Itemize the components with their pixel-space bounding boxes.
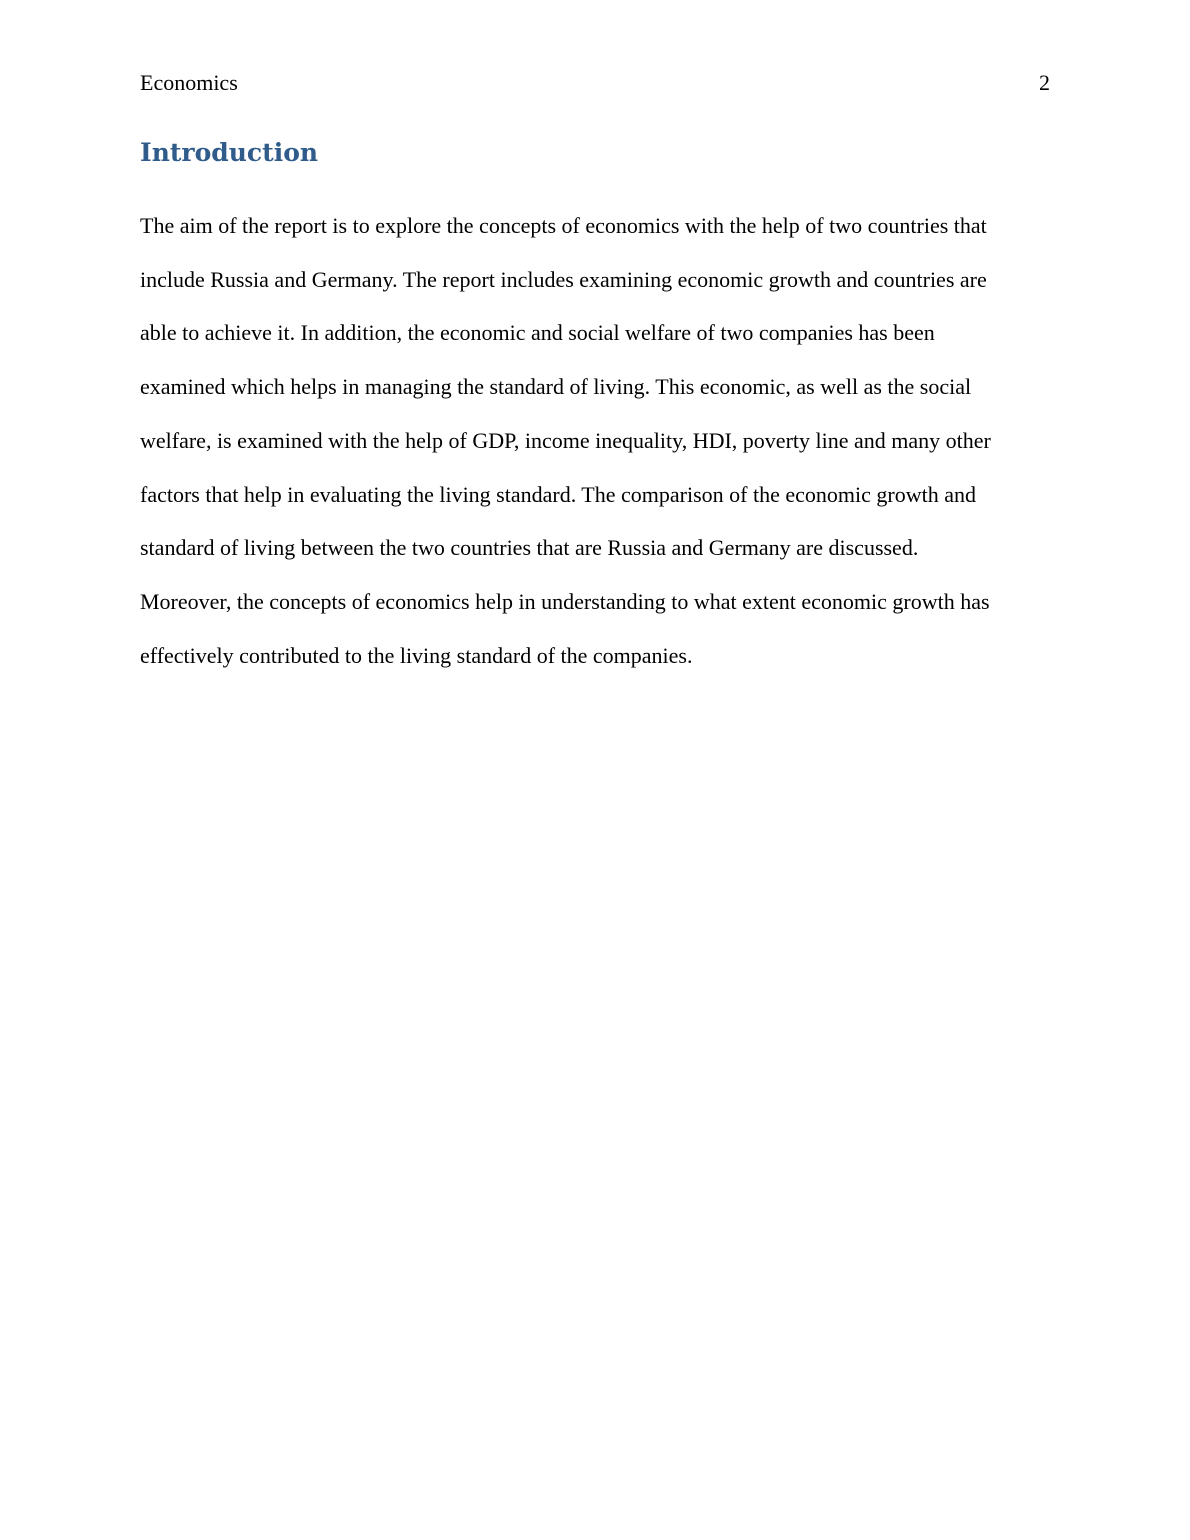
paragraph-line: Moreover, the concepts of economics help in understanding to what extent economic growth has: [140, 588, 990, 614]
paragraph-line: examined which helps in managing the standard of living. This economic, as well as the social: [140, 374, 972, 400]
paragraph-line: standard of living between the two countries that are Russia and Germany are discussed.: [140, 535, 919, 561]
paragraph-line: include Russia and Germany. The report includes examining economic growth and countries are: [140, 266, 987, 292]
section-heading: Introduction: [140, 138, 319, 167]
paragraph-line: The aim of the report is to explore the concepts of economics with the help of two countries that: [140, 213, 987, 238]
page-number: 2: [1039, 70, 1050, 95]
introduction-paragraph: [140, 199, 1050, 682]
paragraph-line: able to achieve it. In addition, the economic and social welfare of two companies has been: [140, 320, 935, 346]
paragraph-line: welfare, is examined with the help of GDP, income inequality, HDI, poverty line and many other: [140, 427, 991, 453]
paragraph-line: factors that help in evaluating the living standard. The comparison of the economic growth and: [140, 481, 976, 507]
header-title: Economics: [140, 70, 238, 95]
paragraph-line: effectively contributed to the living standard of the companies.: [140, 642, 693, 668]
running-header: [140, 70, 1050, 100]
